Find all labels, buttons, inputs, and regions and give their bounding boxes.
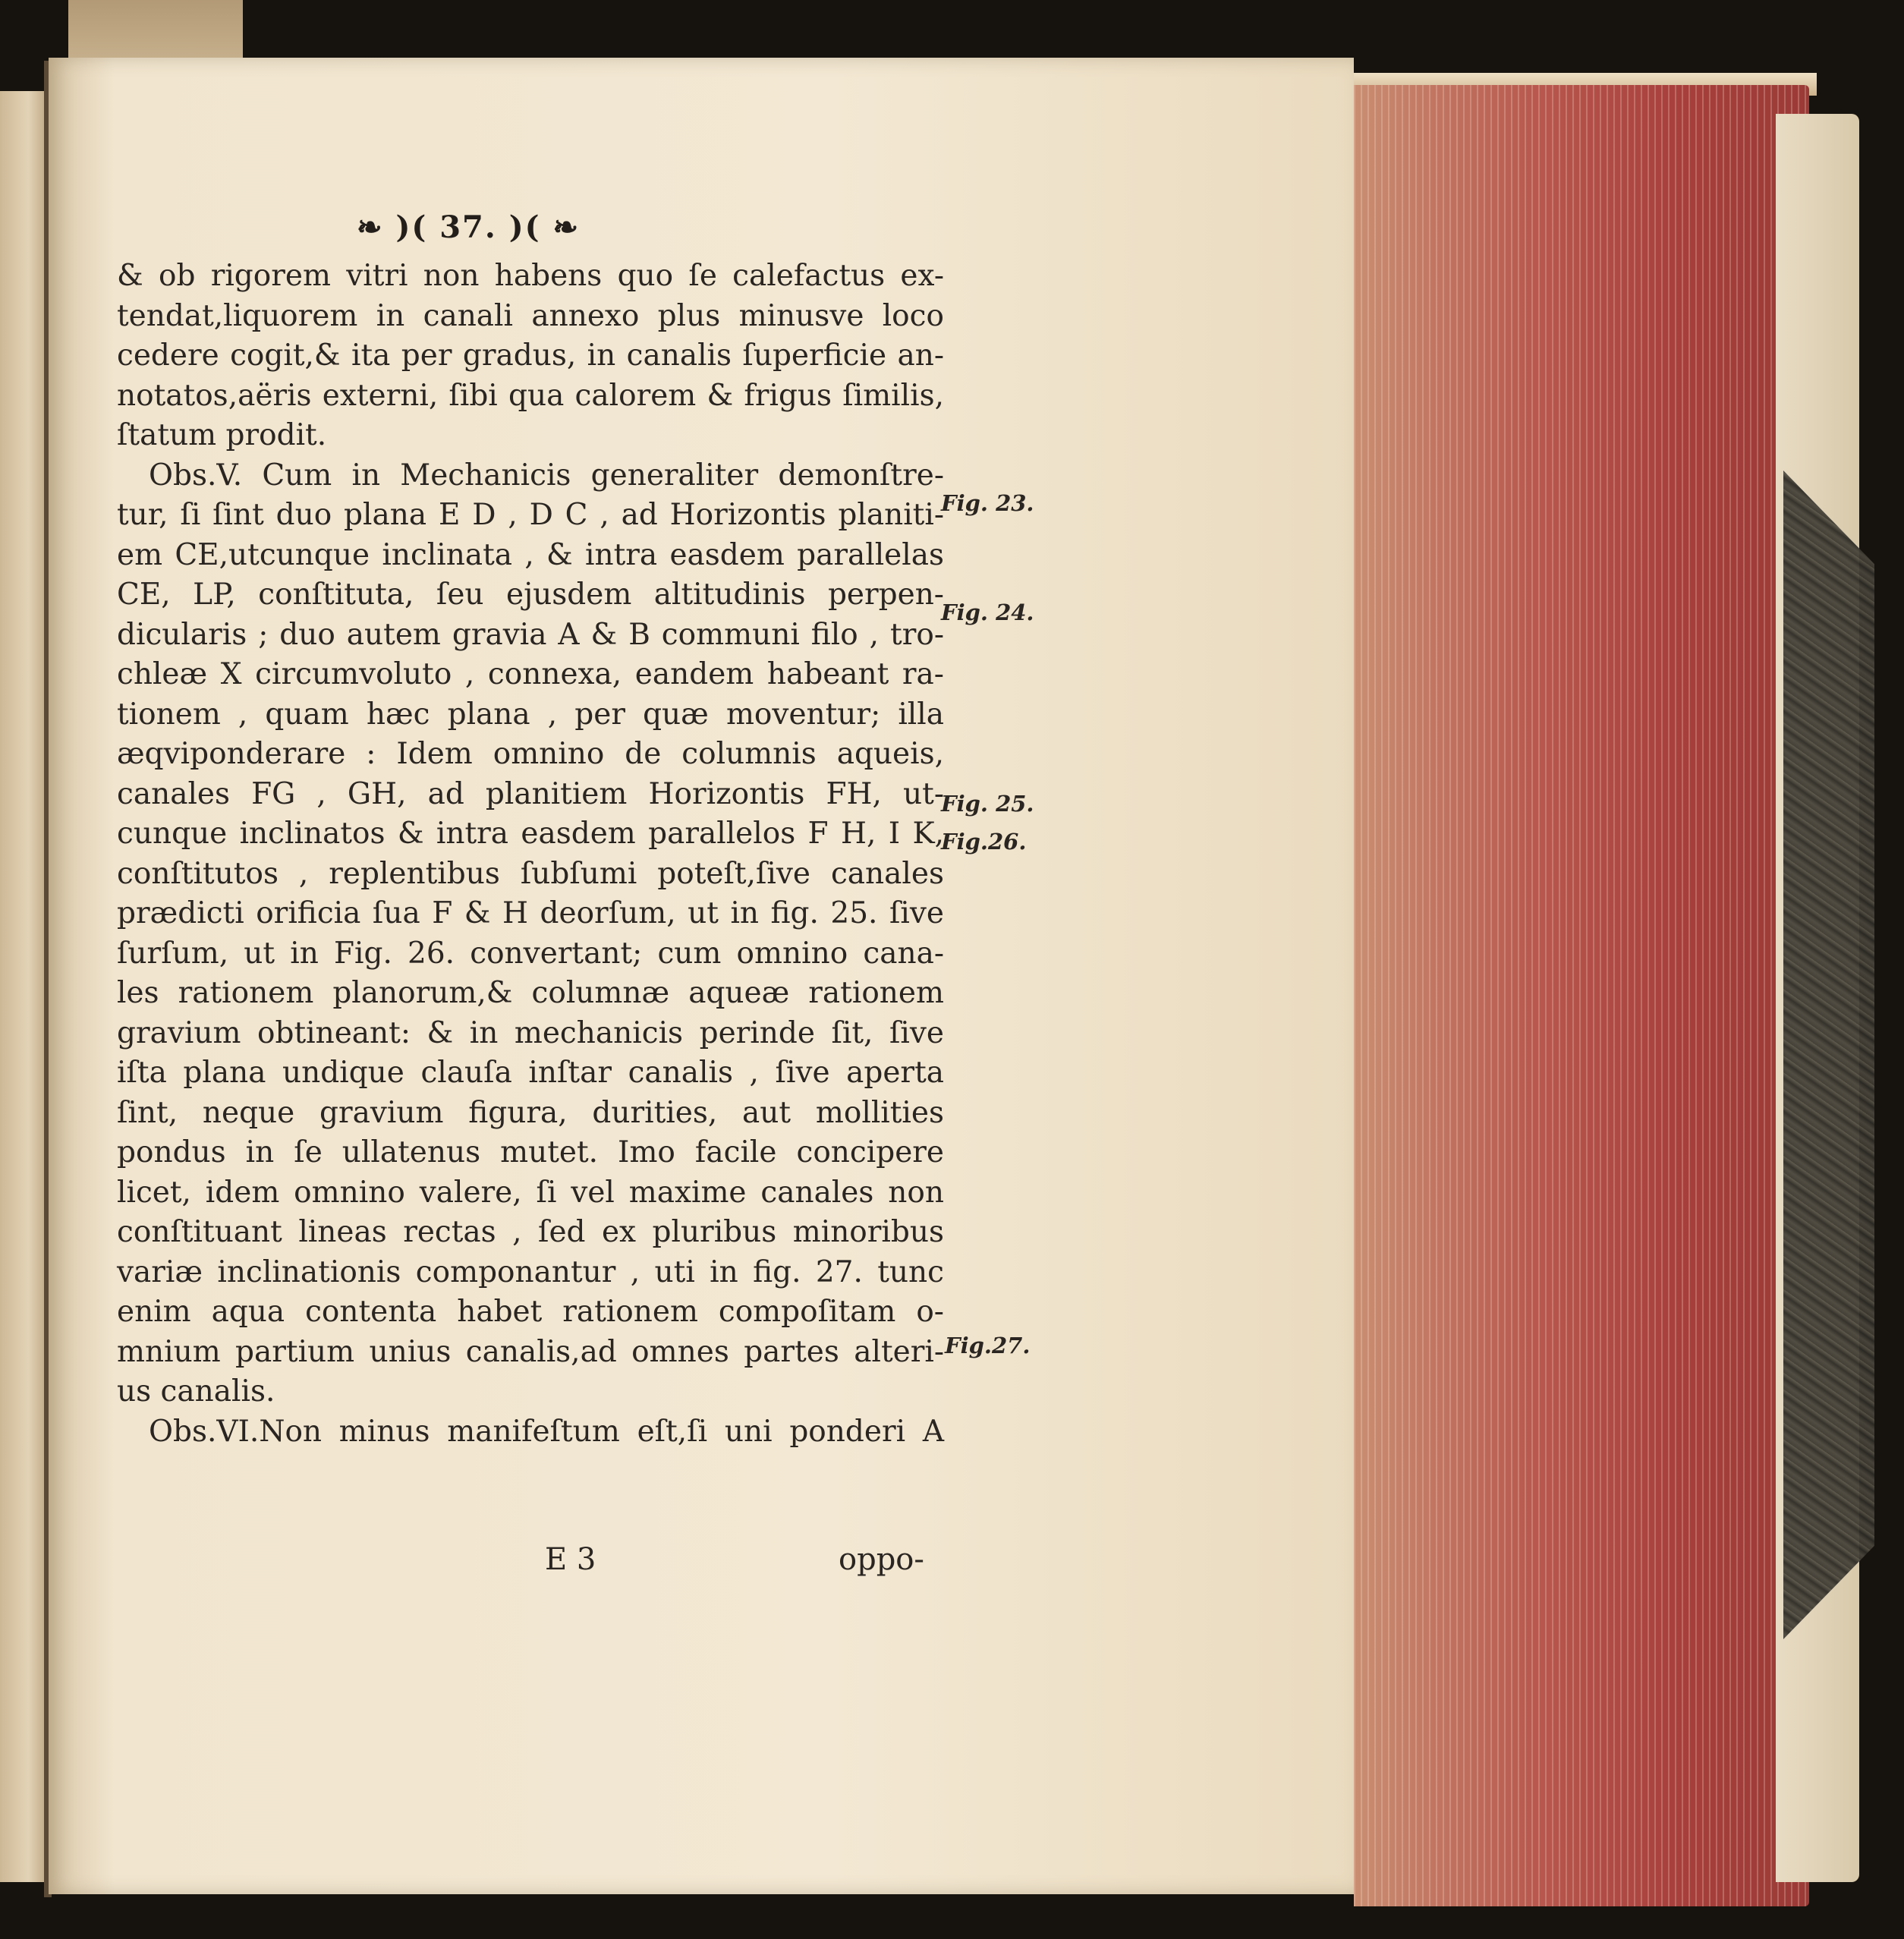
text-line: ſurſum, ut in Fig. 26. convertant; cum omnino cana- bbox=[117, 936, 944, 971]
text-line: notatos,aëris externi, ſibi qua calorem & frigus ſimilis, bbox=[117, 378, 944, 413]
margin-note-fig26: Fig.26. bbox=[941, 829, 1027, 855]
text-line: & ob rigorem vitri non habens quo ſe calefactus ex- bbox=[117, 259, 944, 293]
text-line: dicularis ; duo autem gravia A & B communi filo , tro- bbox=[117, 617, 944, 652]
text-line: prædicti orificia ſua F & H deorſum, ut in fig. 25. ſive bbox=[117, 896, 944, 930]
text-line: ſtatum prodit. bbox=[117, 418, 327, 452]
text-line: enim aqua contenta habet rationem compoſitam o- bbox=[117, 1295, 944, 1329]
text-line: chleæ X circumvoluto , connexa, eandem habeant ra- bbox=[117, 657, 944, 691]
text-line: mnium partium unius canalis,ad omnes partes alteri- bbox=[117, 1334, 944, 1369]
text-line: tendat,liquorem in canali annexo plus minusve loco bbox=[117, 298, 944, 333]
left-page-edge bbox=[0, 91, 49, 1882]
margin-note-fig24: Fig. 24. bbox=[941, 600, 1034, 625]
text-line: tur, ſi ſint duo plana E D , D C , ad Horizontis planiti- bbox=[117, 498, 944, 532]
text-line: Obs.VI.Non minus manifeſtum eſt,ſi uni ponderi A bbox=[149, 1414, 944, 1449]
signature-mark: E 3 bbox=[545, 1542, 596, 1577]
text-line: Obs.V. Cum in Mechanicis generaliter demonſtre- bbox=[149, 458, 944, 493]
red-fore-edge bbox=[1354, 85, 1809, 1906]
text-line: tionem , quam hæc plana , per quæ moventur; illa bbox=[117, 697, 944, 732]
marbled-cover bbox=[1783, 471, 1874, 1639]
catchword: oppo- bbox=[839, 1542, 924, 1577]
text-line: canales FG , GH, ad planitiem Horizontis FH, ut- bbox=[117, 776, 944, 811]
text-line: licet, idem omnino valere, ſi vel maxime canales non bbox=[117, 1175, 944, 1210]
text-line: cunque inclinatos & intra easdem parallelos F H, I K, bbox=[117, 817, 944, 851]
running-header: ❧ )( 37. )( ❧ bbox=[357, 209, 581, 245]
margin-note-fig23: Fig. 23. bbox=[941, 490, 1034, 516]
text-line: pondus in ſe ullatenus mutet. Imo facile concipere bbox=[117, 1135, 944, 1169]
text-line: les rationem planorum,& columnæ aqueæ rationem bbox=[117, 976, 944, 1010]
text-line: variæ inclinationis componantur , uti in fig. 27. tunc bbox=[117, 1254, 944, 1289]
body-text bbox=[117, 257, 944, 1452]
text-line: us canalis. bbox=[117, 1374, 275, 1409]
text-line: em CE,utcunque inclinata , & intra easdem parallelas bbox=[117, 537, 944, 572]
text-line: cedere cogit,& ita per gradus, in canalis ſuperficie an- bbox=[117, 338, 944, 373]
text-line: iſta plana undique clauſa inſtar canalis , ſive aperta bbox=[117, 1056, 944, 1090]
text-line: conſtituant lineas rectas , ſed ex pluribus minoribus bbox=[117, 1215, 944, 1249]
margin-note-fig25: Fig. 25. bbox=[941, 791, 1034, 817]
text-line: CE, LP, conſtituta, ſeu ejusdem altitudinis perpen- bbox=[117, 578, 944, 612]
text-line: conſtitutos , replentibus ſubſumi poteſt,ſive canales bbox=[117, 856, 944, 891]
text-line: ſint, neque gravium figura, durities, aut mollities bbox=[117, 1095, 944, 1130]
text-line: gravium obtineant: & in mechanicis perinde ſit, ſive bbox=[117, 1015, 944, 1050]
text-line: æqviponderare : Idem omnino de columnis aqueis, bbox=[117, 737, 944, 771]
margin-note-fig27: Fig.27. bbox=[945, 1333, 1031, 1358]
